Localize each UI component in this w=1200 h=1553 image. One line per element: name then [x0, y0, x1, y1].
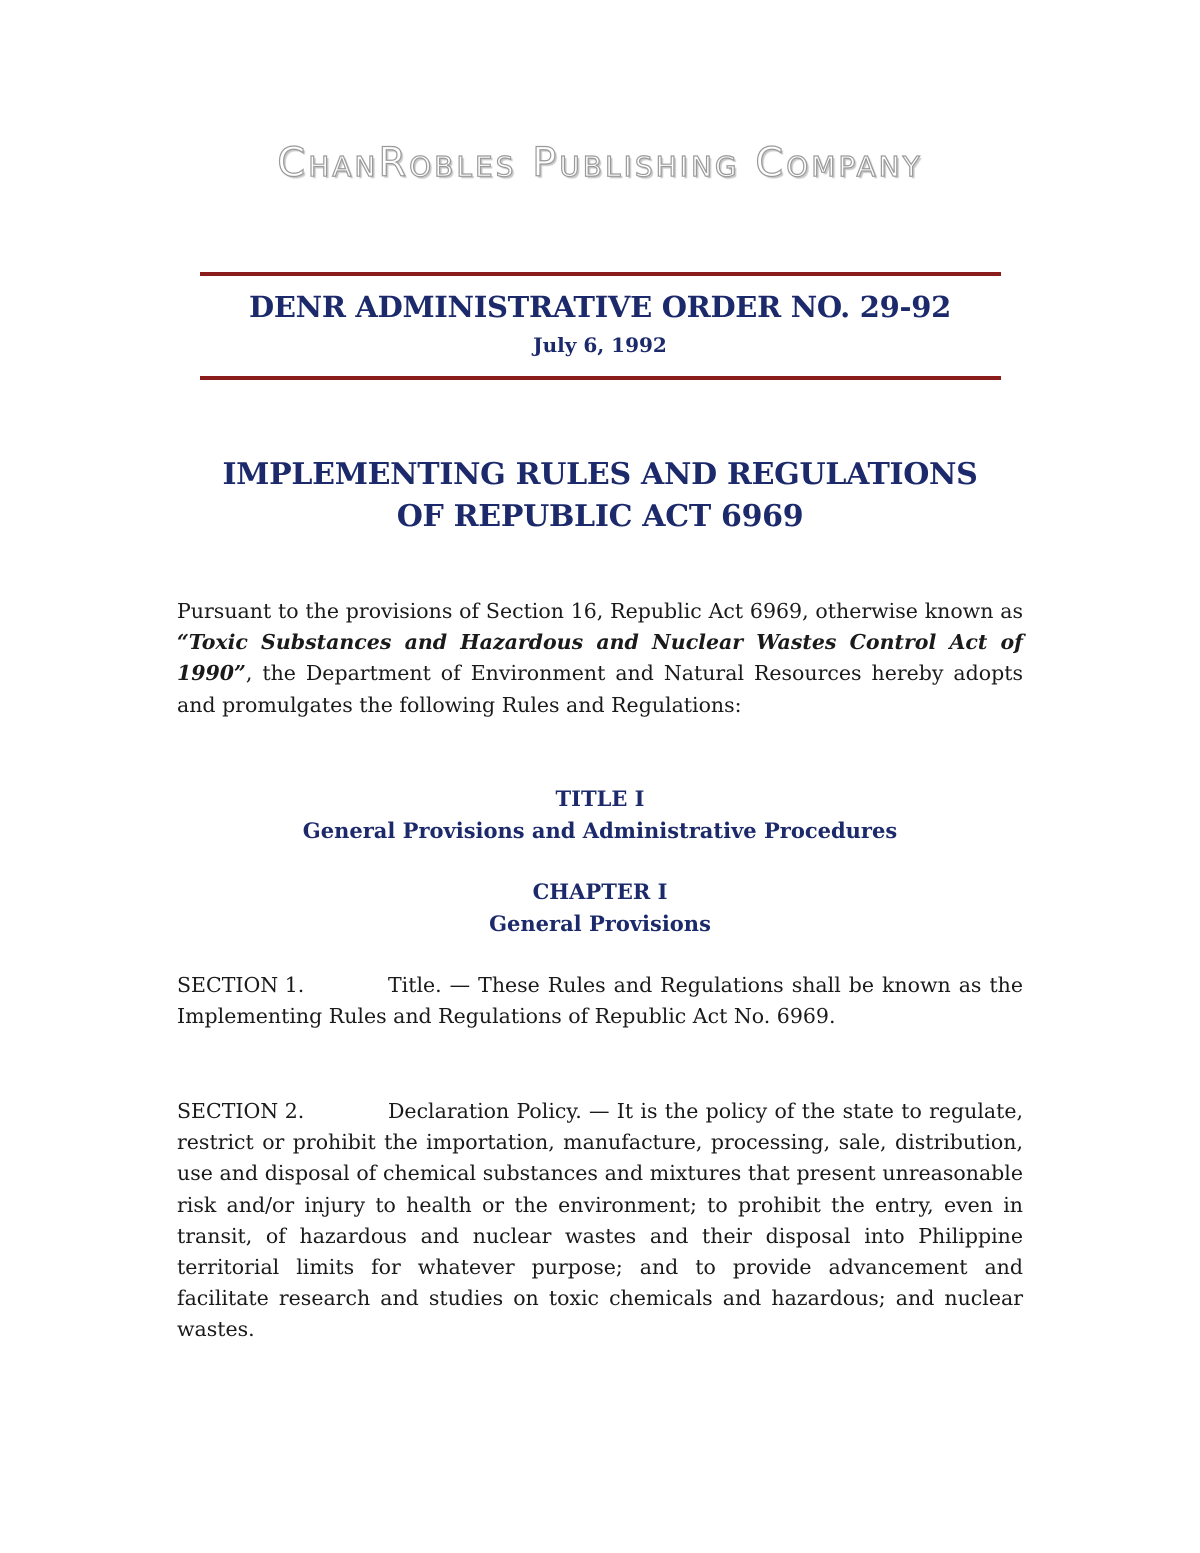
- bottom-divider: [200, 376, 1001, 380]
- publisher-header: ChanRobles Publishing Company: [277, 140, 923, 186]
- title-heading: [0, 783, 1200, 847]
- title-name: General Provisions and Administrative Procedures: [302, 818, 898, 843]
- chapter-label: CHAPTER I: [532, 879, 668, 904]
- order-title: DENR ADMINISTRATIVE ORDER NO. 29-92: [248, 290, 952, 324]
- section-1-text: Title. — These Rules and Regulations shall be known as the Implementing Rules and Regulations of Republic Act No. 6969.: [177, 973, 1023, 1029]
- title-label: TITLE I: [555, 786, 645, 811]
- section-2-label: SECTION 2.: [177, 1099, 305, 1123]
- chapter-heading: [0, 876, 1200, 940]
- document-title-line-2: OF REPUBLIC ACT 6969: [396, 499, 804, 534]
- preamble-text-2: , the Department of Environment and Natural Resources hereby adopts and promulgates the following Rules and Regulations:: [177, 661, 1023, 717]
- section-2-text: Declaration Policy. — It is the policy of the state to regulate, restrict or prohibit the importation, manufacture, processing, sale, distribution, use and disposal of chemical substances and mixtures that present unreasonable risk and/or injury to health or the environment; to prohibit the entry, even in transit, of hazardous and nuclear wastes and their disposal into Philippine territorial limits for whatever purpose; and to provide advancement and facilitate research and studies on toxic chemicals and hazardous; and nuclear wastes.: [177, 1099, 1023, 1342]
- section-2-paragraph: [177, 1096, 1023, 1346]
- order-date: July 6, 1992: [533, 333, 667, 357]
- chapter-name: General Provisions: [489, 911, 711, 936]
- act-name: “Toxic Substances and Hazardous and Nuclear Wastes Control Act of 1990”: [177, 630, 1023, 686]
- document-title: [0, 454, 1200, 538]
- top-divider: [200, 272, 1001, 276]
- section-1-paragraph: [177, 970, 1023, 1032]
- preamble-paragraph: [177, 596, 1023, 721]
- preamble-text-1: Pursuant to the provisions of Section 16, Republic Act 6969, otherwise known as: [177, 599, 1023, 623]
- section-1-label: SECTION 1.: [177, 973, 305, 997]
- document-title-line-1: IMPLEMENTING RULES AND REGULATIONS: [222, 457, 978, 492]
